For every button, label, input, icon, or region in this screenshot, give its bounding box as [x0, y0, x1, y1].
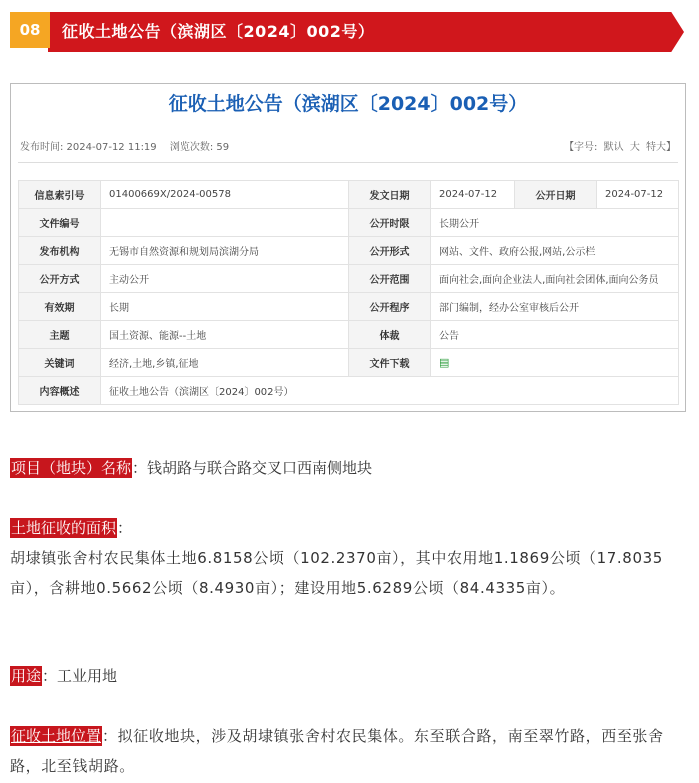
- field-label: 文件下载: [349, 349, 431, 377]
- location-text: ：拟征收地块，涉及胡埭镇张舍村农民集体。东至联合路，南至翠竹路，西至张舍路，北至钱胡路。: [10, 727, 664, 775]
- project-name-label: 项目（地块）名称: [11, 459, 132, 477]
- table-row: [19, 321, 679, 349]
- usage-text: ：工业用地: [42, 667, 118, 685]
- file-download-icon[interactable]: ▤: [439, 356, 450, 369]
- field-label: 公开范围: [349, 265, 431, 293]
- view-count: 浏览次数: 59: [169, 142, 230, 153]
- project-name-text: ：钱胡路与联合路交叉口西南侧地块: [132, 459, 373, 477]
- field-label: 关键词: [19, 349, 101, 377]
- field-label: 信息索引号: [19, 181, 101, 209]
- field-label: 主题: [19, 321, 101, 349]
- field-value: 面向社会,面向企业法人,面向社会团体,面向公务员: [431, 265, 679, 293]
- field-label: 公开方式: [19, 265, 101, 293]
- table-row: [19, 293, 679, 321]
- location-paragraph: [10, 721, 688, 781]
- field-value: 无锡市自然资源和规划局滨湖分局: [101, 237, 349, 265]
- file-download-cell: [431, 349, 679, 377]
- font-size-big-link[interactable]: 大: [629, 142, 640, 153]
- table-row: [19, 209, 679, 237]
- usage-label: 用途: [11, 667, 42, 685]
- field-value: 长期: [101, 293, 349, 321]
- project-name-paragraph: [10, 453, 688, 483]
- field-value: 国土资源、能源--土地: [101, 321, 349, 349]
- field-value: 长期公开: [431, 209, 679, 237]
- field-label: 公开日期: [515, 181, 597, 209]
- field-value: 主动公开: [101, 265, 349, 293]
- field-label: 公开程序: [349, 293, 431, 321]
- field-label: 发文日期: [349, 181, 431, 209]
- field-value: 网站、文件、政府公报,网站,公示栏: [431, 237, 679, 265]
- field-value: [101, 209, 349, 237]
- table-row: [19, 237, 679, 265]
- font-size-switcher: [561, 138, 676, 153]
- announcement-screenshot: [10, 83, 686, 412]
- area-paragraph: [10, 513, 688, 603]
- table-row: [19, 349, 679, 377]
- field-label: 发布机构: [19, 237, 101, 265]
- table-row: [19, 265, 679, 293]
- field-value: 部门编制，经办公室审核后公开: [431, 293, 679, 321]
- table-row: [19, 377, 679, 405]
- section-banner: [10, 12, 684, 52]
- field-value: 公告: [431, 321, 679, 349]
- banner-title: 征收土地公告（滨湖区〔2024〕002号）: [62, 22, 375, 41]
- font-size-label: 【字号:: [564, 142, 598, 153]
- field-value: 2024-07-12: [597, 181, 679, 209]
- meta-info: [20, 138, 239, 153]
- location-label: 征收土地位置: [11, 727, 102, 745]
- font-size-bigger-link[interactable]: 特大】: [646, 142, 676, 153]
- field-label: 内容概述: [19, 377, 101, 405]
- usage-paragraph: [10, 661, 688, 691]
- area-text: 胡埭镇张舍村农民集体土地6.8158公顷（102.2370亩），其中农用地1.1869公顷（17.8035亩），含耕地0.5662公顷（8.4930亩）；建设用地5.6289公顷（84.4335亩）。: [10, 549, 663, 597]
- field-label: 公开时限: [349, 209, 431, 237]
- font-size-default-link[interactable]: 默认: [603, 142, 624, 153]
- table-row: [19, 181, 679, 209]
- announcement-title: 征收土地公告（滨湖区〔2024〕002号）: [168, 93, 528, 115]
- info-table: [18, 180, 679, 405]
- field-label: 有效期: [19, 293, 101, 321]
- field-value: 2024-07-12: [431, 181, 515, 209]
- field-label: 公开形式: [349, 237, 431, 265]
- field-label: 体裁: [349, 321, 431, 349]
- section-number-badge: 08: [10, 12, 50, 48]
- publish-time: 发布时间: 2024-07-12 11:19: [20, 142, 157, 153]
- field-label: 文件编号: [19, 209, 101, 237]
- field-value: 经济,土地,乡镇,征地: [101, 349, 349, 377]
- field-value: 01400669X/2024-00578: [101, 181, 349, 209]
- field-value: 征收土地公告（滨湖区〔2024〕002号）: [101, 377, 679, 405]
- area-label: 土地征收的面积: [11, 519, 117, 537]
- divider: [18, 162, 678, 163]
- area-colon: ：: [117, 519, 133, 537]
